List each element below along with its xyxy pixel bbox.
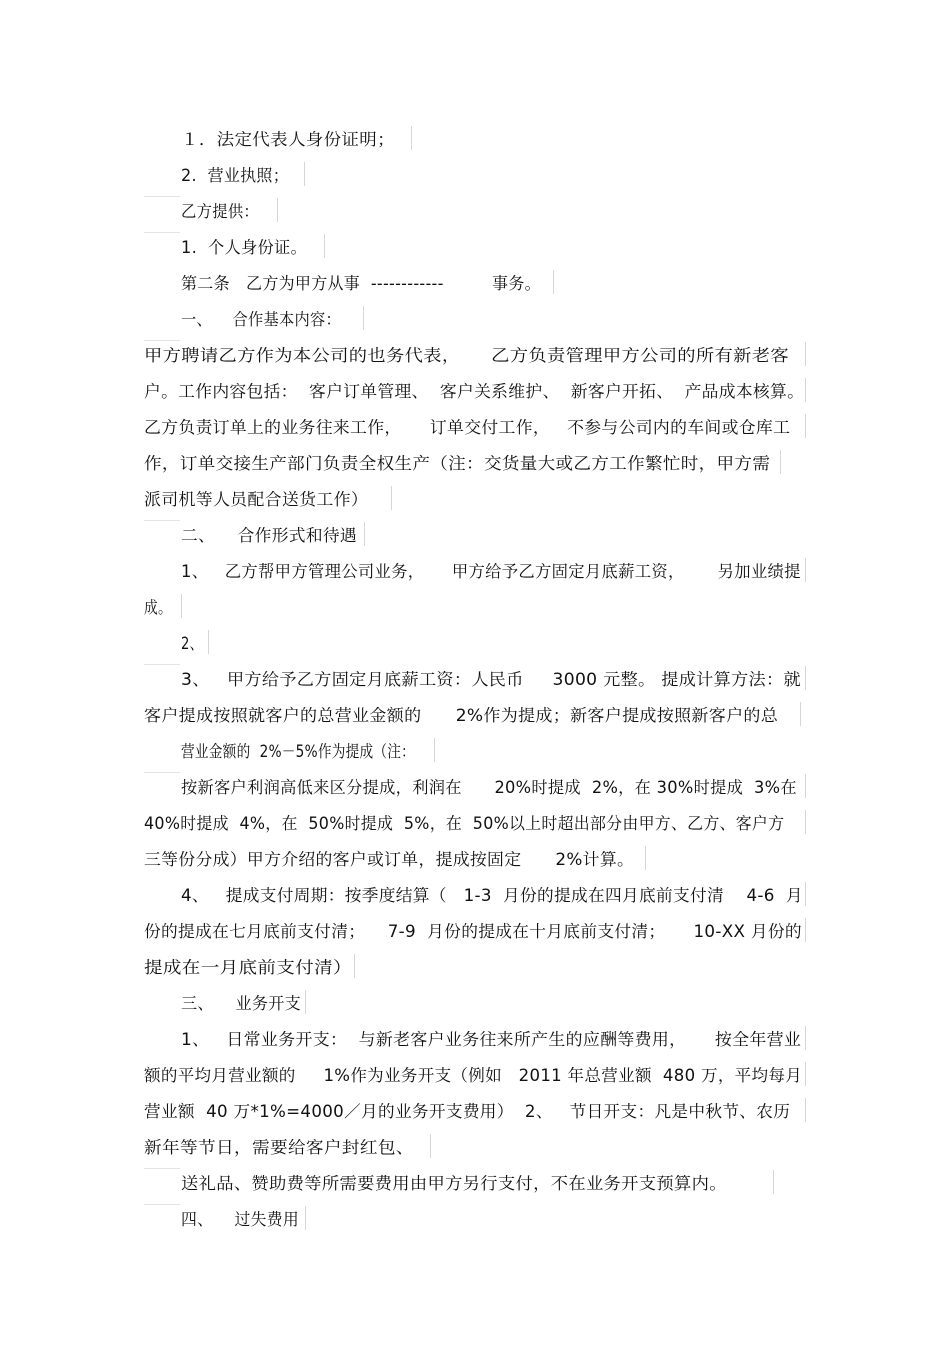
line-edge-mark [805,918,806,942]
line-top-mark [144,1168,180,1169]
line-edge-mark [805,414,806,438]
line-edge-mark [805,882,806,906]
text-line: 甲方聘请乙方作为本公司的也务代表， 乙方负责管理甲方公司的所有新老客 [144,346,789,365]
line-edge-mark [434,738,435,762]
text-line: 新年等节日，需要给客户封红包、 [144,1138,414,1157]
line-edge-mark [391,486,392,510]
text-line: 营业额 40 万*1%=4000／月的业务开支费用） 2、 节日开支：凡是中秋节、农历 [144,1102,791,1121]
text-line: １．法定代表人身份证明； [181,130,395,149]
line-edge-mark [805,1098,806,1122]
line-edge-mark [805,810,806,834]
line-edge-mark [553,270,554,294]
text-line: 派司机等人员配合送货工作） [144,490,369,509]
text-line: 1. 个人身份证。 [181,238,308,257]
line-edge-mark [430,1134,431,1158]
line-edge-mark [181,594,182,618]
line-edge-mark [805,558,806,582]
line-edge-mark [805,666,806,690]
text-line: 1、 日常业务开支： 与新老客户业务往来所产生的应酬等费用， 按全年营业 [181,1030,802,1049]
line-edge-mark [363,306,364,330]
line-edge-mark [805,1062,806,1086]
line-edge-mark [805,774,806,798]
text-line: 一、 合作基本内容： [181,310,342,329]
line-top-mark [144,664,180,665]
line-edge-mark [354,954,355,978]
line-edge-mark [411,126,412,150]
line-top-mark [144,196,180,197]
line-top-mark [144,1204,180,1205]
line-edge-mark [773,1170,774,1194]
line-top-mark [144,340,180,341]
text-line: 2. 营业执照； [181,166,289,185]
line-edge-mark [208,630,209,654]
text-line: 4、 提成支付周期：按季度结算（ 1-3 月份的提成在四月底前支付清 4-6 月 [181,886,803,905]
text-line: 2、 [181,634,204,653]
text-line: 提成在一月底前支付清） [144,958,352,977]
text-line: 1、 乙方帮甲方管理公司业务， 甲方给予乙方固定月底薪工资， 另加业绩提 [181,562,801,581]
line-edge-mark [364,522,365,546]
text-line: 营业金额的 2%－5%作为提成（注： [181,742,416,761]
text-line: 二、 合作形式和待遇 [181,526,357,545]
line-edge-mark [277,198,278,222]
text-line: 40%时提成 4%，在 50%时提成 5%，在 50%以上时超出部分由甲方、乙方、客户方 [144,814,785,833]
text-line: 乙方负责订单上的业务往来工作， 订单交付工作， 不参与公司内的车间或仓库工 [144,418,791,437]
text-line: 第二条 乙方为甲方从事 ------------ 事务。 [181,274,541,293]
line-top-mark [144,520,180,521]
line-edge-mark [305,1206,306,1230]
text-line: 乙方提供： [181,202,260,221]
line-edge-mark [805,342,806,366]
line-edge-mark [324,234,325,258]
line-edge-mark [805,1026,806,1050]
text-line: 客户提成按照就客户的总营业金额的 2%作为提成；新客户提成按照新客户的总 [144,706,779,725]
line-edge-mark [780,450,781,474]
line-edge-mark [800,702,801,726]
text-line: 额的平均月营业额的 1%作为业务开支（例如 2011 年总营业额 480 万，平均每月 [144,1066,803,1085]
text-line: 四、 过失费用 [181,1210,299,1229]
text-line: 户。工作内容包括： 客户订单管理、 客户关系维护、 新客户开拓、 产品成本核算。 [144,382,805,401]
line-top-mark [144,772,180,773]
text-line: 送礼品、赞助费等所需要费用由甲方另行支付，不在业务开支预算内。 [181,1174,727,1193]
text-line: 3、 甲方给予乙方固定月底薪工资：人民币 3000 元整。 提成计算方法：就 [181,670,801,689]
line-top-mark [144,232,180,233]
text-line: 按新客户利润高低来区分提成，利润在 20%时提成 2%，在 30%时提成 3%在 [181,778,797,797]
line-edge-mark [645,846,646,870]
line-edge-mark [304,162,305,186]
line-edge-mark [305,990,306,1014]
text-line: 成。 [144,598,172,617]
text-line: 三等份分成）甲方介绍的客户或订单，提成按固定 2%计算。 [144,850,635,869]
text-line: 三、 业务开支 [181,994,302,1013]
text-line: 份的提成在七月底前支付清； 7-9 月份的提成在十月底前支付清； 10-XX 月份的 [144,922,802,941]
text-line: 作，订单交接生产部门负责全权生产（注：交货量大或乙方工作繁忙时，甲方需 [144,454,771,473]
line-edge-mark [805,378,806,402]
